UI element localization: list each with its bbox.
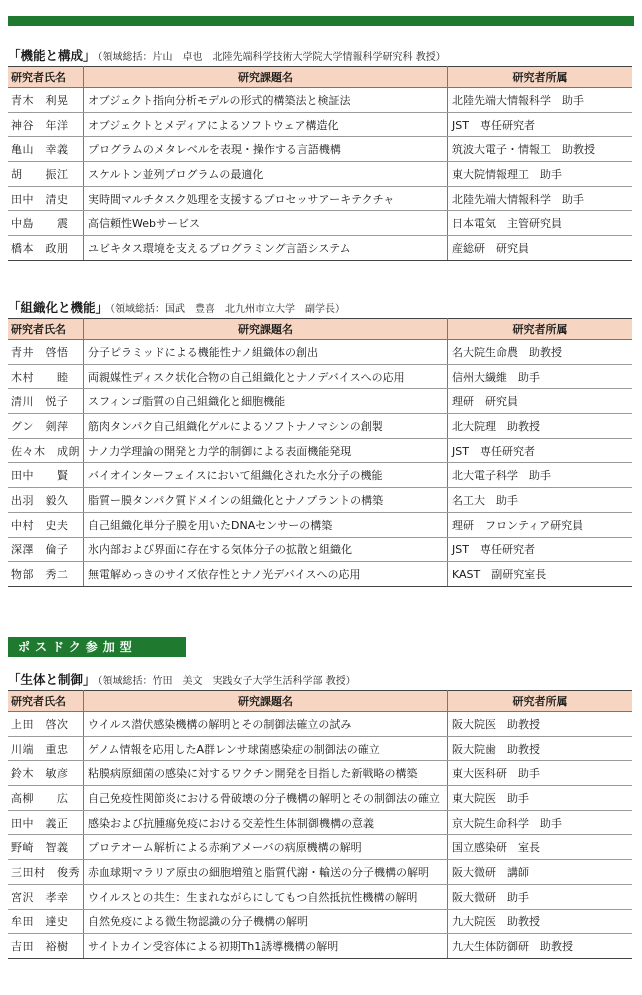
researcher-affiliation: 北陸先端大情報科学 助手 xyxy=(448,88,633,113)
researcher-affiliation: 信州大繊維 助手 xyxy=(448,364,633,389)
table-row xyxy=(8,884,632,909)
table-row xyxy=(8,860,632,885)
section-kinou-to-kousei xyxy=(8,46,632,261)
researcher-affiliation: 北大院理 助教授 xyxy=(448,414,633,439)
research-topic: 実時間マルチタスク処理を支援するプロセッサアーキテクチャ xyxy=(84,186,448,211)
table-row xyxy=(8,909,632,934)
researcher-affiliation: JST 専任研究者 xyxy=(448,438,633,463)
researcher-name: 三田村 俊秀 xyxy=(8,860,84,885)
research-topic: 粘膜病原細菌の感染に対するワクチン開発を目指した新戦略の構築 xyxy=(84,761,448,786)
researcher-name: グン 剣萍 xyxy=(8,414,84,439)
table-row xyxy=(8,463,632,488)
research-topic: ゲノム情報を応用したA群レンサ球菌感染症の制御法の確立 xyxy=(84,736,448,761)
research-topic: オブジェクトとメディアによるソフトウェア構造化 xyxy=(84,112,448,137)
column-header-topic: 研究課題名 xyxy=(84,67,448,88)
table-row xyxy=(8,236,632,261)
research-topic: ユビキタス環境を支えるプログラミング言語システム xyxy=(84,236,448,261)
research-topic: バイオインターフェイスにおいて組織化された水分子の機能 xyxy=(84,463,448,488)
section-director-note: （領域総括：国武 豊喜 北九州市立大学 副学長） xyxy=(110,304,346,315)
researcher-table xyxy=(8,690,632,959)
researcher-affiliation: KAST 副研究室長 xyxy=(448,562,633,587)
research-topic: 分子ピラミッドによる機能性ナノ組織体の創出 xyxy=(84,340,448,365)
table-row xyxy=(8,512,632,537)
researcher-affiliation: 名工大 助手 xyxy=(448,488,633,513)
table-row xyxy=(8,211,632,236)
section-title: 「生体と制御」 xyxy=(8,672,96,687)
table-row xyxy=(8,736,632,761)
column-header-name: 研究者氏名 xyxy=(8,319,84,340)
researcher-name: 深澤 倫子 xyxy=(8,537,84,562)
table-row xyxy=(8,186,632,211)
researcher-name: 宮沢 孝幸 xyxy=(8,884,84,909)
researcher-affiliation: 産総研 研究員 xyxy=(448,236,633,261)
research-topic: サイトカイン受容体による初期Th1誘導機構の解明 xyxy=(84,934,448,959)
research-topic: 筋肉タンパク自己組織化ゲルによるソフトナノマシンの創製 xyxy=(84,414,448,439)
table-row xyxy=(8,934,632,959)
researcher-name: 高柳 広 xyxy=(8,786,84,811)
researcher-name: 清川 悦子 xyxy=(8,389,84,414)
research-topic: スフィンゴ脂質の自己組織化と細胞機能 xyxy=(84,389,448,414)
section-director-note: （領域総括：片山 卓也 北陸先端科学技術大学院大学情報科学研究科 教授） xyxy=(97,52,446,63)
table-row xyxy=(8,112,632,137)
research-topic: 感染および抗腫瘍免疫における交差性生体制御機構の意義 xyxy=(84,810,448,835)
researcher-affiliation: 京大院生命科学 助手 xyxy=(448,810,633,835)
table-row xyxy=(8,537,632,562)
researcher-name: 中村 史夫 xyxy=(8,512,84,537)
researcher-affiliation: JST 専任研究者 xyxy=(448,112,633,137)
research-topic: 両親媒性ディスク状化合物の自己組織化とナノデバイスへの応用 xyxy=(84,364,448,389)
researcher-name: 中島 震 xyxy=(8,211,84,236)
researcher-affiliation: 名大院生命農 助教授 xyxy=(448,340,633,365)
researcher-name: 吉田 裕樹 xyxy=(8,934,84,959)
section-heading xyxy=(8,46,632,66)
research-topic: ウイルス潜伏感染機構の解明とその制御法確立の試み xyxy=(84,712,448,737)
researcher-affiliation: 筑波大電子・情報工 助教授 xyxy=(448,137,633,162)
researcher-affiliation: 九大院医 助教授 xyxy=(448,909,633,934)
researcher-affiliation: 阪大院医 助教授 xyxy=(448,712,633,737)
research-topic: ウイルスとの共生：生まれながらにしてもつ自然抵抗性機構の解明 xyxy=(84,884,448,909)
researcher-name: 田中 清史 xyxy=(8,186,84,211)
research-topic: スケルトン並列プログラムの最適化 xyxy=(84,162,448,187)
researcher-affiliation: 国立感染研 室長 xyxy=(448,835,633,860)
researcher-affiliation: JST 専任研究者 xyxy=(448,537,633,562)
researcher-name: 亀山 幸義 xyxy=(8,137,84,162)
top-green-bar xyxy=(8,16,634,26)
researcher-name: 出羽 毅久 xyxy=(8,488,84,513)
researcher-affiliation: 阪大院歯 助教授 xyxy=(448,736,633,761)
researcher-name: 神谷 年洋 xyxy=(8,112,84,137)
table-row xyxy=(8,562,632,587)
researcher-name: 田中 賢 xyxy=(8,463,84,488)
researcher-affiliation: 北大電子科学 助手 xyxy=(448,463,633,488)
research-topic: 高信頼性Webサービス xyxy=(84,211,448,236)
research-topic: 氷内部および界面に存在する気体分子の拡散と組織化 xyxy=(84,537,448,562)
research-topic: ナノ力学理論の開発と力学的制御による表面機能発現 xyxy=(84,438,448,463)
research-topic: オブジェクト指向分析モデルの形式的構築法と検証法 xyxy=(84,88,448,113)
research-topic: 自己免疫性関節炎における骨破壊の分子機構の解明とその制御法の確立 xyxy=(84,786,448,811)
researcher-name: 鈴木 敏彦 xyxy=(8,761,84,786)
postdoc-participation-label: ポスドク参加型 xyxy=(8,637,186,657)
research-topic: 無電解めっきのサイズ依存性とナノ光デバイスへの応用 xyxy=(84,562,448,587)
table-row xyxy=(8,810,632,835)
researcher-affiliation: 阪大微研 助手 xyxy=(448,884,633,909)
column-header-affiliation: 研究者所属 xyxy=(448,67,633,88)
researcher-name: 牟田 達史 xyxy=(8,909,84,934)
researcher-table xyxy=(8,66,632,261)
researcher-name: 青井 啓悟 xyxy=(8,340,84,365)
table-row xyxy=(8,414,632,439)
researcher-affiliation: 理研 研究員 xyxy=(448,389,633,414)
column-header-name: 研究者氏名 xyxy=(8,67,84,88)
section-soshikika-to-kinou xyxy=(8,298,632,587)
researcher-name: 木村 睦 xyxy=(8,364,84,389)
researcher-name: 青木 利晃 xyxy=(8,88,84,113)
table-row xyxy=(8,364,632,389)
researcher-affiliation: 東大院医 助手 xyxy=(448,786,633,811)
researcher-name: 物部 秀二 xyxy=(8,562,84,587)
research-topic: 赤血球期マラリア原虫の細胞増殖と脂質代謝・輸送の分子機構の解明 xyxy=(84,860,448,885)
section-title: 「機能と構成」 xyxy=(8,48,96,63)
researcher-name: 佐々木 成朗 xyxy=(8,438,84,463)
section-title: 「組織化と機能」 xyxy=(8,300,109,315)
research-topic: 脂質ー膜タンパク質ドメインの組織化とナノプラントの構築 xyxy=(84,488,448,513)
section-seitai-to-seigyo xyxy=(8,670,632,959)
researcher-table xyxy=(8,318,632,587)
column-header-topic: 研究課題名 xyxy=(84,691,448,712)
researcher-affiliation: 東大医科研 助手 xyxy=(448,761,633,786)
section-heading xyxy=(8,670,632,690)
table-row xyxy=(8,389,632,414)
researcher-name: 上田 啓次 xyxy=(8,712,84,737)
table-row xyxy=(8,786,632,811)
researcher-affiliation: 日本電気 主管研究員 xyxy=(448,211,633,236)
column-header-affiliation: 研究者所属 xyxy=(448,691,633,712)
column-header-affiliation: 研究者所属 xyxy=(448,319,633,340)
researcher-name: 野崎 智義 xyxy=(8,835,84,860)
table-row xyxy=(8,835,632,860)
table-row xyxy=(8,137,632,162)
section-heading xyxy=(8,298,632,318)
research-topic: プロテオーム解析による赤痢アメーバの病原機構の解明 xyxy=(84,835,448,860)
table-row xyxy=(8,88,632,113)
researcher-affiliation: 阪大微研 講師 xyxy=(448,860,633,885)
research-topic: 自然免疫による微生物認識の分子機構の解明 xyxy=(84,909,448,934)
column-header-name: 研究者氏名 xyxy=(8,691,84,712)
table-row xyxy=(8,488,632,513)
table-row xyxy=(8,761,632,786)
researcher-affiliation: 東大院情報理工 助手 xyxy=(448,162,633,187)
column-header-topic: 研究課題名 xyxy=(84,319,448,340)
table-row xyxy=(8,438,632,463)
researcher-name: 橋本 政朋 xyxy=(8,236,84,261)
researcher-name: 胡 振江 xyxy=(8,162,84,187)
table-row xyxy=(8,712,632,737)
section-director-note: （領域総括：竹田 美文 実践女子大学生活科学部 教授） xyxy=(97,676,356,687)
research-topic: プログラムのメタレベルを表現・操作する言語機構 xyxy=(84,137,448,162)
research-topic: 自己組織化単分子膜を用いたDNAセンサーの構築 xyxy=(84,512,448,537)
researcher-affiliation: 北陸先端大情報科学 助手 xyxy=(448,186,633,211)
researcher-affiliation: 九大生体防御研 助教授 xyxy=(448,934,633,959)
table-row xyxy=(8,340,632,365)
researcher-name: 川端 重忠 xyxy=(8,736,84,761)
researcher-affiliation: 理研 フロンティア研究員 xyxy=(448,512,633,537)
table-row xyxy=(8,162,632,187)
researcher-name: 田中 義正 xyxy=(8,810,84,835)
